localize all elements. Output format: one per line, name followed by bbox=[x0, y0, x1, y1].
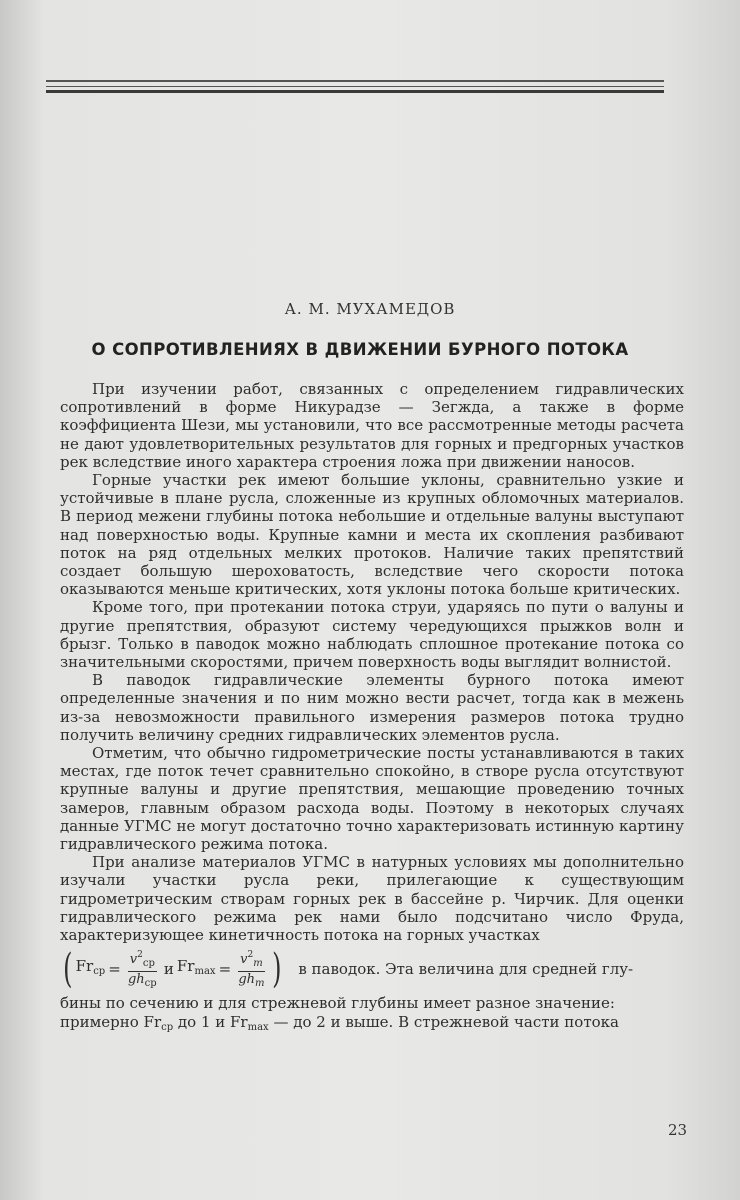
header-rule-top bbox=[46, 80, 664, 82]
paragraph-2: Горные участки рек имеют большие уклоны, сравнительно узкие и устойчивые в плане русла, сложенные из крупных обломочных материалов. В период межени глубины потока небольшие и отдельные валуны выступают над поверхностью воды. Крупные камни и места их скопления разбивают поток на ряд отдельных мелких протоков. Наличие таких препятствий создает большую шероховатость, вследствие чего скорости потока оказываются меньше критических, хотя уклоны потока больше критических. bbox=[60, 471, 684, 599]
formula-fraction-max: $\frac{v^2_m}{gh_m}$ bbox=[238, 949, 265, 989]
formula-fr-cp: $Fr_{ср}$ bbox=[75, 957, 106, 978]
formula-open-paren: ( bbox=[63, 946, 73, 993]
article-title: О СОПРОТИВЛЕНИЯХ В ДВИЖЕНИИ БУРНОГО ПОТОКА bbox=[91, 340, 629, 359]
continuation-line-1: бины по сечению и для стрежневой глубины имеет разное значение: bbox=[60, 994, 615, 1013]
header-rule-bottom bbox=[46, 90, 664, 93]
header-rule-middle bbox=[46, 86, 664, 87]
continuation-line-2: примерно $Fr_{ср}$ до 1 и $Fr_{max}$ — до 2 и выше. В стрежневой части потока bbox=[60, 1012, 619, 1033]
formula-equals-2: = bbox=[218, 960, 232, 979]
paragraph-5: Отметим, что обычно гидрометрические посты устанавливаются в таких местах, где поток течет сравнительно спокойно, в створе русла отсутствуют крупные валуны и другие препятствия, мешающие проведению точных замеров, главным образом расхода воды. Поэтому в некоторых случаях данные УГМС не могут достаточно точно характеризовать истинную картину гидравлического режима потока. bbox=[60, 744, 684, 854]
froude-formula-line bbox=[60, 946, 684, 992]
page-number: 23 bbox=[668, 1121, 688, 1139]
paragraph-4: В паводок гидравлические элементы бурного потока имеют определенные значения и по ним можно вести расчет, тогда как в межень из-за невозможности правильного измерения размеров потока трудно получить величину средних гидравлических элементов русла. bbox=[60, 671, 684, 744]
formula-tail-text: в паводок. Эта величина для средней глу- bbox=[298, 960, 634, 979]
paragraph-1: При изучении работ, связанных с определением гидравлических сопротивлений в форме Никурадзе — Зегжда, а также в форме коэффициента Шези, мы установили, что все рассмотренные методы расчета не дают удовлетворительных результатов для горных и предгорных участков рек вследствие иного характера строения ложа при движении наносов. bbox=[60, 380, 684, 471]
formula-equals-1: = bbox=[108, 960, 121, 979]
formula-fr-max: $Fr_{max}$ bbox=[176, 957, 216, 978]
article-body bbox=[60, 380, 684, 1037]
formula-fraction-cp: $\frac{v^2_{ср}}{gh_{ср}}$ bbox=[127, 949, 157, 989]
formula-and: и bbox=[163, 960, 174, 979]
paragraph-3: Кроме того, при протекании потока струи, ударяясь по пути о валуны и другие препятствия, образуют систему чередующихся прыжков волн и брызг. Только в паводок можно наблюдать сплошное протекание потока со значительными скоростями, причем поверхность воды выглядит волнистой. bbox=[60, 598, 684, 672]
formula-close-paren: ) bbox=[271, 946, 282, 993]
paragraph-6: При анализе материалов УГМС в натурных условиях мы дополнительно изучали участки русла реки, прилегающие к существующим гидрометрическим створам горных рек в бассейне р. Чирчик. Для оценки гидравлического режима рек нами было подсчитано число Фруда, характеризующее кинетичность потока на горных участках bbox=[60, 853, 684, 945]
author-name: А. М. МУХАМЕДОВ bbox=[284, 300, 456, 318]
